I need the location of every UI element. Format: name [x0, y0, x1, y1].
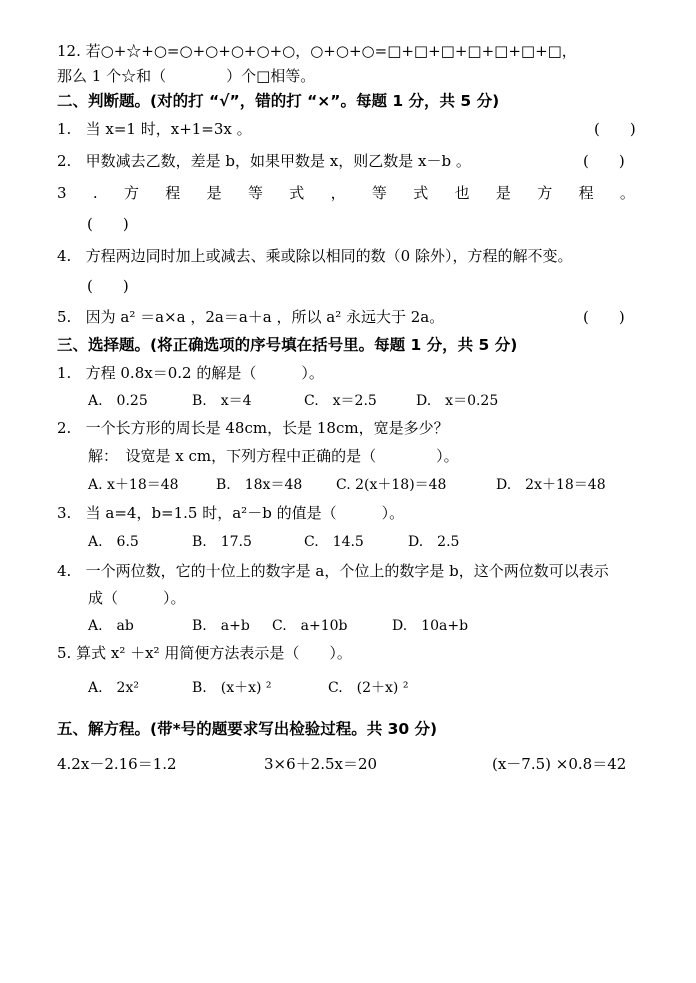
option-c: C. a+10b: [272, 618, 348, 634]
option-c: C. 14.5: [304, 534, 364, 550]
q12-line1: 12. 若○+☆+○=○+○+○+○+○，○+○+○=□+□+□+□+□+□+□，: [57, 42, 577, 60]
judge-item-5: [57, 307, 444, 327]
equation-1: 4.2x－2.16＝1.2: [57, 755, 177, 773]
item-char: 等: [247, 184, 263, 202]
option-b: B. 18x＝48: [216, 477, 303, 493]
option-b: B. 17.5: [192, 534, 252, 550]
item-number: 4.: [57, 562, 72, 580]
judge-item-3: [57, 183, 635, 203]
choice-item-4: [57, 561, 609, 581]
q12-line2: 那么 1 个☆和（ ）个□相等。: [57, 67, 316, 85]
item-char: 方: [123, 184, 139, 202]
judge-item-4: [57, 246, 572, 266]
option-c: C. 2(x＋18)＝48: [336, 477, 447, 493]
item-char: 程: [578, 184, 594, 202]
option-d: D. 10a+b: [392, 618, 469, 634]
option-d: D. 2x＋18＝48: [496, 477, 606, 493]
item-text: 甲数减去乙数，差是 b，如果甲数是 x，则乙数是 x－b 。: [85, 152, 471, 170]
choice-item-2-sub: 解： 设宽是 x cm，下列方程中正确的是（ ）。: [88, 447, 459, 465]
item-number: 3: [57, 184, 67, 202]
item-text: 一个长方形的周长是 48cm，长是 18cm，宽是多少？: [85, 419, 449, 437]
option-c: C. (2＋x) ²: [328, 680, 409, 696]
choice-item-4-cont: 成（ ）。: [88, 589, 186, 607]
item-char: 。: [619, 184, 635, 202]
option-b: B. (x＋x) ²: [192, 680, 272, 696]
item-number: 2.: [57, 152, 72, 170]
item-char: 程: [165, 184, 181, 202]
item-text: 方程两边同时加上或减去、乘或除以相同的数（0 除外），方程的解不变。: [85, 247, 573, 265]
choice-item-5: [57, 643, 352, 663]
option-c: C. x＝2.5: [304, 393, 377, 409]
choice-item-2: [57, 418, 449, 438]
choice-item-1: [57, 363, 324, 383]
option-a: A. 6.5: [88, 534, 139, 550]
item-number: 5.: [57, 308, 72, 326]
item-char: 也: [454, 184, 470, 202]
item-number: 1.: [57, 120, 72, 138]
item-text: 方程 0.8x＝0.2 的解是（ ）。: [85, 364, 324, 382]
item-number: 4.: [57, 247, 72, 265]
item-number: 1.: [57, 364, 72, 382]
judge-item-1: [57, 119, 252, 139]
item-number: 3.: [57, 504, 72, 522]
equation-2: 3×6＋2.5x＝20: [264, 755, 378, 773]
option-a: A. 2x²: [88, 680, 139, 696]
item-text: 当 x=1 时，x+1=3x 。: [85, 120, 252, 138]
answer-paren[interactable]: ( ): [594, 120, 636, 138]
item-char: 式: [413, 184, 429, 202]
item-char: .: [92, 184, 98, 202]
section5-heading: 五、解方程。(带*号的题要求写出检验过程。共 30 分): [57, 720, 438, 738]
answer-paren[interactable]: ( ): [583, 152, 625, 170]
item-text: 一个两位数，它的十位上的数字是 a，个位上的数字是 b，这个两位数可以表示: [85, 562, 609, 580]
option-b: B. x＝4: [192, 393, 252, 409]
item-char: 式: [289, 184, 305, 202]
option-b: B. a+b: [192, 618, 250, 634]
option-a: A. 0.25: [88, 393, 148, 409]
item-char: 等: [371, 184, 387, 202]
section2-heading: 二、判断题。(对的打 “√”，错的打 “×”。每题 1 分，共 5 分): [57, 92, 500, 110]
item-number: 5.: [57, 644, 72, 662]
item-char: 是: [495, 184, 511, 202]
item-text: 因为 a² ＝a×a ，2a＝a＋a ，所以 a² 永远大于 2a。: [85, 308, 445, 326]
item-char: 是: [206, 184, 222, 202]
option-a: A. x＋18＝48: [88, 477, 179, 493]
item-char: 方: [537, 184, 553, 202]
equation-3: (x－7.5) ×0.8＝42: [492, 755, 627, 773]
option-d: D. 2.5: [408, 534, 460, 550]
item-char: ，: [330, 184, 346, 202]
answer-paren[interactable]: ( ): [87, 215, 129, 233]
item-number: 2.: [57, 419, 72, 437]
judge-item-2: [57, 151, 471, 171]
item-text: 算式 x² ＋x² 用简便方法表示是（ ）。: [76, 644, 352, 662]
item-text: 当 a=4，b=1.5 时，a²－b 的值是（ ）。: [85, 504, 405, 522]
answer-paren[interactable]: ( ): [87, 277, 129, 295]
answer-paren[interactable]: ( ): [583, 308, 625, 326]
option-d: D. x＝0.25: [416, 393, 499, 409]
option-a: A. ab: [88, 618, 134, 634]
section3-heading: 三、选择题。(将正确选项的序号填在括号里。每题 1 分，共 5 分): [57, 336, 518, 354]
choice-item-3: [57, 503, 404, 523]
